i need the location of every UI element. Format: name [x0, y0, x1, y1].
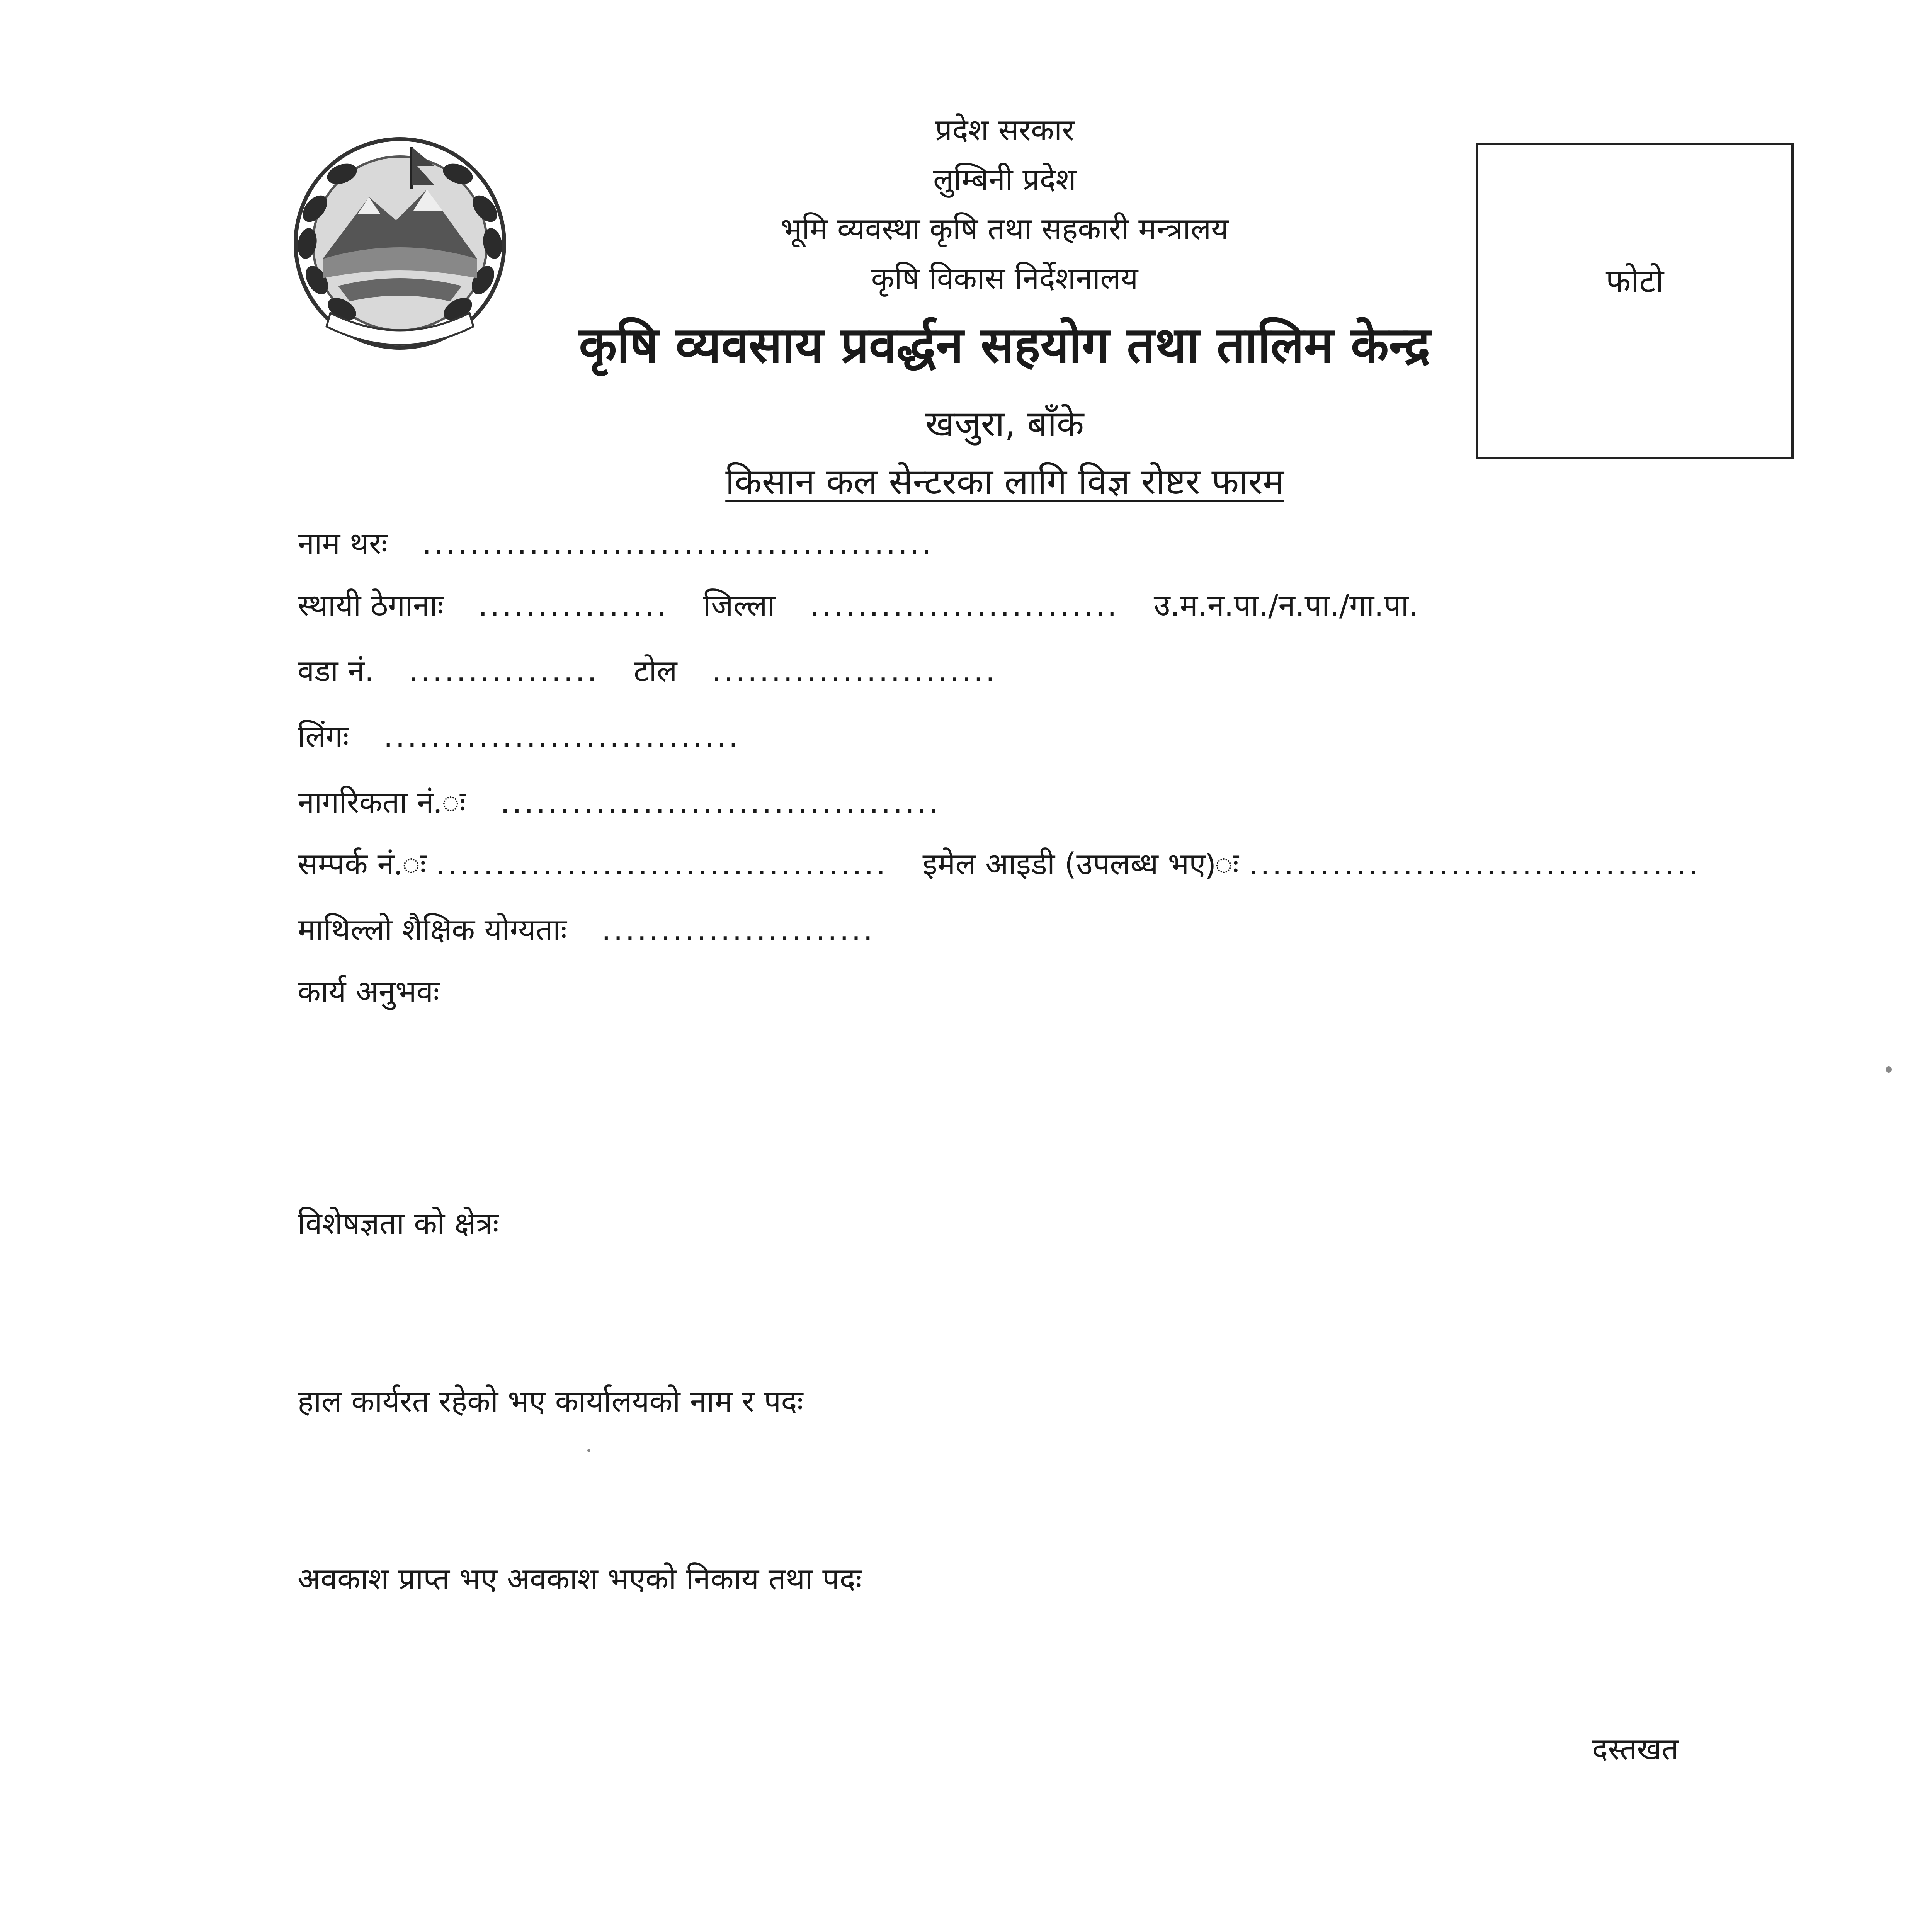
district-field[interactable]: ..........................: [810, 588, 1119, 623]
tole-label: टोल: [634, 654, 677, 689]
center-location: खजुरा, बाँके: [925, 403, 1084, 444]
ward-field[interactable]: ................: [408, 654, 599, 689]
municipality-label: उ.म.न.पा./न.पा./गा.पा.: [1153, 588, 1418, 623]
contact-label: सम्पर्क नं.ः: [298, 847, 426, 882]
photo-label: फोटो: [1605, 262, 1664, 300]
contact-field[interactable]: ......................................: [435, 847, 888, 882]
ward-label: वडा नं.: [298, 654, 374, 689]
scan-speck: [1886, 1066, 1892, 1073]
province-government: प्रदेश सरकार: [935, 113, 1075, 148]
retired-label: अवकाश प्राप्त भए अवकाश भएको निकाय तथा पदः: [298, 1562, 862, 1597]
education-field[interactable]: .......................: [601, 913, 875, 947]
form-title: किसान कल सेन्टरका लागि विज्ञ रोष्टर फारम: [725, 461, 1284, 502]
nepal-emblem-icon: [280, 131, 520, 363]
center-name: कृषि व्यवसाय प्रवर्द्धन सहयोग तथा तालिम केन्द्र: [579, 316, 1430, 374]
signature-label: दस्तखत: [1592, 1732, 1679, 1767]
gender-label: लिंगः: [298, 719, 349, 754]
experience-label: कार्य अनुभवः: [298, 975, 439, 1009]
gender-field[interactable]: ..............................: [383, 719, 741, 754]
name-label: नाम थरः: [298, 526, 388, 561]
photo-box[interactable]: [1476, 143, 1794, 459]
scan-speck: [587, 1449, 590, 1452]
citizenship-field[interactable]: .....................................: [500, 785, 941, 820]
directorate-name: कृषि विकास निर्देशनालय: [871, 261, 1138, 296]
address-row: [298, 583, 1418, 624]
education-row: [298, 908, 875, 949]
citizenship-row: [298, 781, 940, 821]
district-label: जिल्ला: [703, 588, 775, 623]
current-office-label: हाल कार्यरत रहेको भए कार्यालयको नाम र पदः: [298, 1384, 803, 1419]
province-name: लुम्बिनी प्रदेश: [933, 162, 1077, 197]
education-label: माथिल्लो शैक्षिक योग्यताः: [298, 913, 567, 947]
ministry-name: भूमि व्यवस्था कृषि तथा सहकारी मन्त्रालय: [781, 212, 1229, 247]
contact-row: [298, 842, 1701, 883]
ward-row: [298, 649, 997, 690]
citizenship-label: नागरिकता नं.ः: [298, 785, 466, 820]
tole-field[interactable]: ........................: [712, 654, 998, 689]
gender-row: [298, 715, 740, 756]
expertise-label: विशेषज्ञता को क्षेत्रः: [298, 1206, 499, 1241]
address-field[interactable]: ................: [478, 588, 669, 623]
name-field[interactable]: ...........................................: [422, 526, 934, 561]
address-label: स्थायी ठेगानाः: [298, 588, 444, 623]
name-row: [298, 522, 934, 563]
email-field[interactable]: ......................................: [1248, 847, 1701, 882]
email-label: इमेल आइडी (उपलब्ध भए)ः: [922, 847, 1239, 882]
